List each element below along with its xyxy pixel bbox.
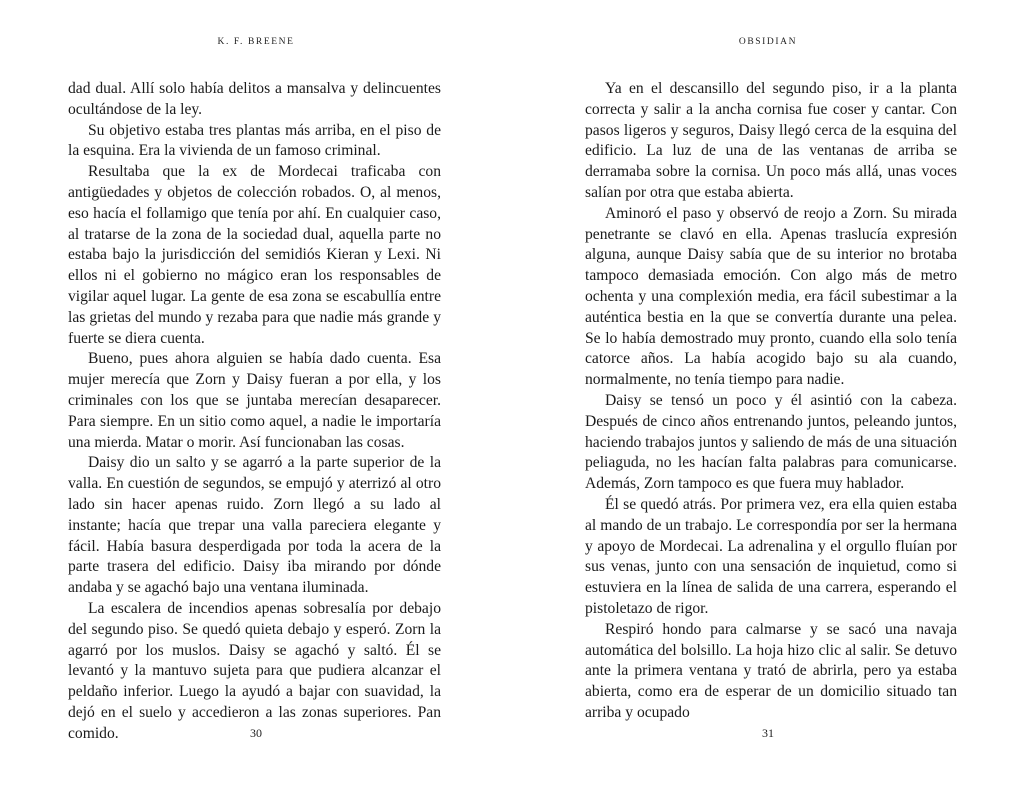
paragraph: Bueno, pues ahora alguien se había dado cuenta. Esa mujer merecía que Zorn y Daisy fueran a por ella, y los criminales con los que se juntaba merecían desaparecer. Para siempre. En un sitio como aquel, a nadie le importaría una mierda. Matar o morir. Así funcionaban las cosas.	[68, 350, 441, 451]
paragraph: Su objetivo estaba tres plantas más arriba, en el piso de la esquina. Era la vivienda de un famoso criminal.	[68, 121, 441, 160]
paragraph: La escalera de incendios apenas sobresalía por debajo del segundo piso. Se quedó quieta debajo y esperó. Zorn la agarró por los muslos. Daisy se agachó y saltó. Él se levantó y la mantuvo sujeta para que pudiera alcanzar el peldaño inferior. Luego la ayudó a bajar con suavidad, la dejó en el suelo y accedieron a las zonas superiores. Pan comido.	[68, 599, 441, 742]
running-head-title: OBSIDIAN	[738, 37, 798, 47]
running-head-author: K. F. BREENE	[217, 37, 295, 47]
paragraph: Daisy dio un salto y se agarró a la parte superior de la valla. En cuestión de segundos, se empujó y aterrizó al otro lado sin hacer apenas ruido. Zorn llegó a su lado al instante; hacía que trepar una valla pareciera elegante y fácil. Había basura desperdigada por toda la acera de la parte trasera del edificio. Daisy iba mirando por dónde andaba y se agachó bajo una ventana iluminada.	[68, 454, 441, 597]
paragraph: Ya en el descansillo del segundo piso, ir a la planta correcta y salir a la ancha cornisa fue coser y cantar. Con pasos ligeros y seguros, Daisy llegó cerca de la esquina del edificio. La luz de una de las ventanas de arriba se derramaba sobre la cornisa. Un poco más allá, unas voces salían por otra que estaba abierta.	[585, 80, 957, 201]
paragraph: Respiró hondo para calmarse y se sacó una navaja automática del bolsillo. La hoja hizo clic al salir. Se detuvo ante la primera ventana y trató de abrirla, pero ya estaba abierta, como era de esperar de un domicilio situado tan arriba y ocupado	[585, 620, 957, 721]
right-page	[512, 0, 1024, 785]
paragraph: Resultaba que la ex de Mordecai traficaba con antigüedades y objetos de colección robados. O, al menos, eso hacía el follamigo que tenía por ahí. En cualquier caso, al tratarse de la zona de la sociedad dual, aquella parte no estaba bajo la jurisdicción del semidiós Kieran y Lexi. Ni ellos ni el gobierno no mágico eran los responsables de vigilar aquel lugar. La gente de esa zona se escabullía entre las grietas del mundo y rezaba para que nadie más grande y fuerte se diera cuenta.	[68, 163, 441, 347]
paragraph: dad dual. Allí solo había delitos a mansalva y delincuentes ocultándose de la ley.	[68, 80, 441, 118]
paragraph: Aminoró el paso y observó de reojo a Zorn. Su mirada penetrante se clavó en ella. Apenas traslucía expresión alguna, aunque Daisy sabía que de su interior no brotaba tampoco demasiada emoción. Con algo más de metro ochenta y una complexión media, era fácil subestimar a la auténtica bestia en la que se convertía durante una pelea. Se lo había demostrado muy pronto, cuando ella solo tenía catorce años. La había acogido bajo su ala cuando, normalmente, no tenía tiempo para nadie.	[585, 204, 957, 389]
page-number: 30	[250, 726, 262, 740]
page-number: 31	[762, 726, 774, 740]
right-page-body	[585, 79, 957, 724]
paragraph: Daisy se tensó un poco y él asintió con la cabeza. Después de cinco años entrenando juntos, peleando juntos, haciendo trabajos juntos y saliendo de más de una situación peliaguda, no les hacían falta palabras para comunicarse. Además, Zorn tampoco es que fuera muy hablador.	[585, 391, 957, 493]
paragraph: Él se quedó atrás. Por primera vez, era ella quien estaba al mando de un trabajo. Le correspondía por ser la hermana y apoyo de Mordecai. La adrenalina y el orgullo fluían por sus venas, junto con una sensación de inquietud, como si estuviera en la línea de salida de una carrera, esperando el pistoletazo de rigor.	[585, 495, 957, 617]
left-page-body	[68, 79, 441, 745]
